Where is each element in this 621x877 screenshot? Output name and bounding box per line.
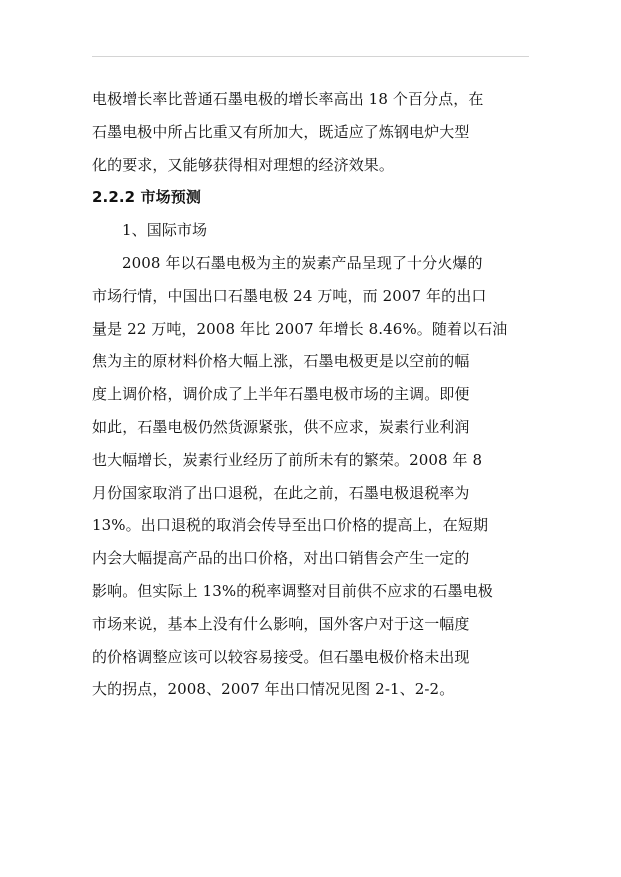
paragraph-continued xyxy=(92,83,529,181)
text-line: 2008 年以石墨电极为主的炭素产品呈现了十分火爆的 xyxy=(122,253,483,272)
text-line: 焦为主的原材料价格大幅上涨，石墨电极更是以空前的幅 xyxy=(92,352,470,371)
text-line: 也大幅增长，炭素行业经历了前所未有的繁荣。2008 年 8 xyxy=(92,450,483,469)
paragraph-international-market xyxy=(92,247,529,706)
text-line: 的价格调整应该可以较容易接受。但石墨电极价格未出现 xyxy=(92,647,470,666)
text-line: 如此，石墨电极仍然货源紧张，供不应求，炭素行业利润 xyxy=(92,417,470,436)
text-line: 市场来说，基本上没有什么影响，国外客户对于这一幅度 xyxy=(92,614,470,633)
subheading: 1、国际市场 xyxy=(122,221,208,240)
text-line: 度上调价格，调价成了上半年石墨电极市场的主调。即便 xyxy=(92,385,470,404)
text-line: 市场行情，中国出口石墨电极 24 万吨，而 2007 年的出口 xyxy=(92,286,487,305)
text-line: 大的拐点，2008、2007 年出口情况见图 2-1、2-2。 xyxy=(92,680,455,699)
section-heading: 2.2.2 市场预测 xyxy=(92,188,201,207)
text-line: 化的要求，又能够获得相对理想的经济效果。 xyxy=(92,155,395,174)
text-line: 电极增长率比普通石墨电极的增长率高出 18 个百分点，在 xyxy=(92,90,484,108)
body-text xyxy=(92,83,529,706)
text-line: 影响。但实际上 13%的税率调整对目前供不应求的石墨电极 xyxy=(92,581,493,600)
text-line: 量是 22 万吨，2008 年比 2007 年增长 8.46%。随着以石油 xyxy=(92,319,508,338)
text-line: 13%。出口退税的取消会传导至出口价格的提高上，在短期 xyxy=(92,516,489,535)
text-line: 月份国家取消了出口退税，在此之前，石墨电极退税率为 xyxy=(92,483,470,502)
header-rule xyxy=(92,56,529,57)
text-line: 石墨电极中所占比重又有所加大，既适应了炼钢电炉大型 xyxy=(92,122,470,141)
text-line: 内会大幅提高产品的出口价格，对出口销售会产生一定的 xyxy=(92,549,470,568)
